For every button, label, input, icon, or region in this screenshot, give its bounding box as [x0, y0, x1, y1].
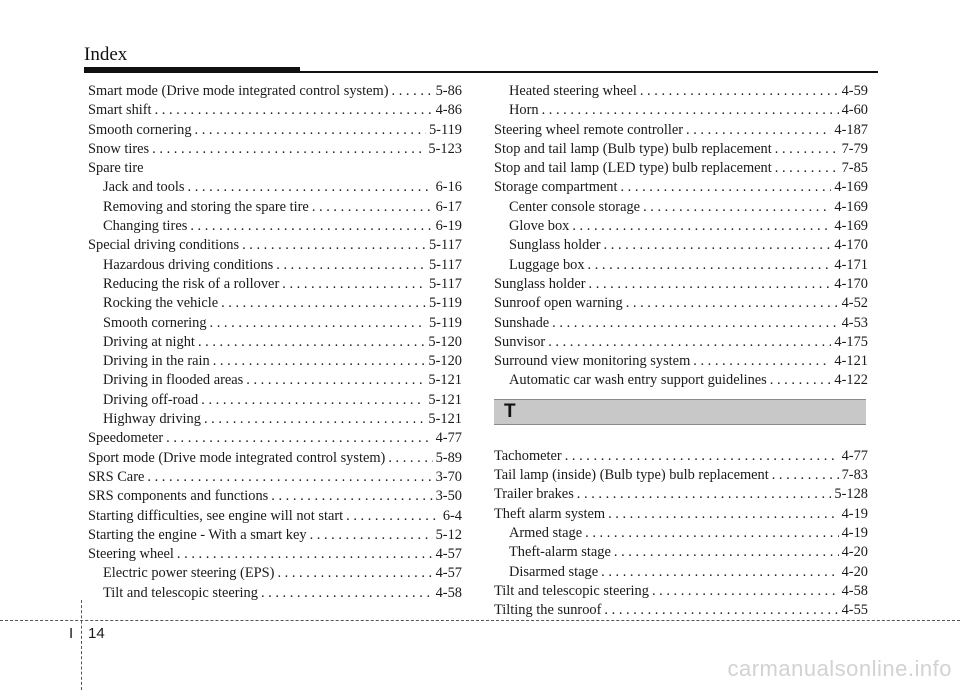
index-entry-label: Spare tire: [88, 160, 144, 177]
index-entry: [494, 314, 868, 333]
index-entry-label: Rocking the vehicle: [103, 295, 219, 312]
index-entry: [88, 564, 462, 583]
index-entry-label: Disarmed stage: [509, 563, 599, 580]
index-entry: [494, 82, 868, 101]
dot-leader: [601, 563, 838, 582]
index-entry: [88, 371, 462, 390]
index-entry: [494, 159, 868, 178]
index-entry-page: 4-121: [834, 353, 868, 370]
index-entry: [494, 582, 868, 601]
index-entry-label: Highway driving: [103, 411, 201, 428]
index-entry-page: 4-20: [841, 563, 868, 580]
dot-leader: [276, 256, 426, 275]
index-entry-label: Horn: [509, 102, 539, 119]
index-entry: [494, 236, 868, 255]
index-entry-label: Surround view monitoring system: [494, 353, 691, 370]
header-rule-thin: [84, 71, 878, 73]
index-entry-page: 4-169: [834, 218, 868, 235]
index-entry-label: Storage compartment: [494, 179, 618, 196]
index-entry: [494, 352, 868, 371]
index-entry-label: Smooth cornering: [103, 314, 207, 331]
index-entry: [88, 507, 462, 526]
section-letter: T: [504, 401, 516, 423]
index-entry-page: 4-170: [834, 275, 868, 292]
dot-leader: [155, 101, 433, 120]
index-entry-page: 4-57: [435, 546, 462, 563]
index-entry: [88, 217, 462, 236]
dot-leader: [565, 447, 839, 466]
index-entry: [88, 82, 462, 101]
index-entry-label: Snow tires: [88, 140, 150, 157]
index-entry-label: Tail lamp (inside) (Bulb type) bulb replacement: [494, 467, 769, 484]
index-entry: [88, 140, 462, 159]
index-entry-label: Jack and tools: [103, 179, 185, 196]
index-entry: [88, 584, 462, 603]
index-entry: [88, 159, 462, 178]
index-entry-page: 4-60: [841, 102, 868, 119]
index-entry-page: 4-77: [435, 430, 462, 447]
dot-leader: [548, 333, 831, 352]
index-entry-page: 5-120: [428, 333, 462, 350]
index-entry: [494, 563, 868, 582]
index-entry: [88, 352, 462, 371]
index-entry-page: 6-19: [435, 218, 462, 235]
index-entry-label: Theft-alarm stage: [509, 544, 611, 561]
dot-leader: [552, 314, 838, 333]
index-entry-label: Luggage box: [509, 256, 585, 273]
dot-leader: [190, 217, 432, 236]
index-entry-page: 5-117: [428, 237, 462, 254]
index-entry: [88, 121, 462, 140]
index-entry: [88, 429, 462, 448]
index-entry: [494, 601, 868, 620]
index-entry-label: Hazardous driving conditions: [103, 256, 274, 273]
index-entry: [494, 447, 868, 466]
index-entry-label: Sunshade: [494, 314, 550, 331]
dot-leader: [242, 236, 426, 255]
index-entry-page: 4-86: [435, 102, 462, 119]
index-entry: [494, 524, 868, 543]
index-entry: [88, 333, 462, 352]
index-entry-label: Heated steering wheel: [509, 83, 637, 99]
footer-divider: [0, 620, 960, 621]
index-entry-label: Smart shift: [88, 102, 152, 119]
index-entry-page: 5-117: [428, 275, 462, 292]
dot-leader: [188, 178, 433, 197]
watermark-logo: carmanualsonline.info: [727, 656, 952, 681]
index-entry: [88, 275, 462, 294]
index-entry: [88, 487, 462, 506]
index-entry-page: 4-169: [834, 198, 868, 215]
index-entry-page: 5-123: [428, 140, 462, 157]
index-entry-page: 3-50: [435, 488, 462, 505]
dot-leader: [221, 294, 426, 313]
index-entry-label: Changing tires: [103, 218, 188, 235]
dot-leader: [246, 371, 425, 390]
index-entry: [494, 466, 868, 485]
index-entry-page: 7-83: [841, 467, 868, 484]
index-entry-label: Center console storage: [509, 198, 641, 215]
dot-leader: [204, 410, 425, 429]
index-entry: [494, 275, 868, 294]
index-entry: [88, 178, 462, 197]
index-entry-label: Smart mode (Drive mode integrated control system): [88, 83, 389, 99]
index-entry-page: 4-58: [435, 584, 462, 601]
index-entry-label: Driving off-road: [103, 391, 199, 408]
index-entry-label: Driving at night: [103, 333, 195, 350]
index-entry-label: SRS Care: [88, 468, 145, 485]
index-entry: [494, 140, 868, 159]
index-entry-page: 4-19: [841, 505, 868, 522]
footer-page-number: 14: [88, 625, 105, 642]
index-entry-page: 5-119: [428, 121, 462, 138]
dot-leader: [589, 275, 832, 294]
index-entry: [88, 256, 462, 275]
dot-leader: [261, 584, 433, 603]
index-entry-label: Driving in flooded areas: [103, 372, 244, 389]
index-entry-label: Driving in the rain: [103, 353, 210, 370]
index-entry-page: 6-16: [435, 179, 462, 196]
index-entry-page: 5-121: [428, 411, 462, 428]
dot-leader: [282, 275, 426, 294]
dot-leader: [210, 314, 426, 333]
dot-leader: [604, 601, 838, 620]
index-entry-label: Tilt and telescopic steering: [103, 584, 258, 601]
index-entry-page: 5-119: [428, 314, 462, 331]
index-entry-page: 4-57: [435, 565, 462, 582]
index-entry-page: 5-120: [428, 353, 462, 370]
index-entry-page: 5-119: [428, 295, 462, 312]
index-entry-label: Theft alarm system: [494, 505, 606, 522]
dot-leader: [346, 507, 440, 526]
index-entry: [88, 101, 462, 120]
index-entry-label: Glove box: [509, 218, 570, 235]
index-entry-label: Starting the engine - With a smart key: [88, 526, 307, 543]
index-entry-page: 4-52: [841, 295, 868, 312]
dot-leader: [312, 198, 433, 217]
index-entry-label: Tachometer: [494, 447, 562, 464]
index-entry: [494, 101, 868, 120]
index-entry-page: 7-79: [841, 140, 868, 157]
index-entry: [88, 294, 462, 313]
page-title: Index: [84, 44, 128, 65]
index-entry-page: 4-55: [841, 602, 868, 619]
index-entry-label: Removing and storing the spare tire: [103, 198, 309, 215]
index-entry: [88, 410, 462, 429]
index-entry-page: 5-86: [435, 83, 462, 99]
dot-leader: [614, 543, 839, 562]
index-column-right: [494, 82, 868, 620]
dot-leader: [608, 505, 839, 524]
index-entry-label: Speedometer: [88, 430, 164, 447]
index-entry-label: Tilt and telescopic steering: [494, 582, 649, 599]
dot-leader: [201, 391, 425, 410]
index-entry-label: Starting difficulties, see engine will not start: [88, 507, 344, 524]
dot-leader: [166, 429, 432, 448]
index-entry-page: 5-117: [428, 256, 462, 273]
dot-leader: [277, 564, 432, 583]
dot-leader: [213, 352, 426, 371]
index-entry-label: Armed stage: [509, 524, 583, 541]
index-entry: [494, 294, 868, 313]
index-entry: [88, 449, 462, 468]
dot-leader: [388, 449, 432, 468]
index-entry: [494, 485, 868, 504]
index-entry-label: Tilting the sunroof: [494, 602, 602, 619]
index-entry-page: 5-121: [428, 391, 462, 408]
dot-leader: [577, 485, 832, 504]
index-entry: [494, 256, 868, 275]
dot-leader: [604, 236, 832, 255]
index-entry-label: Automatic car wash entry support guidelines: [509, 372, 767, 389]
index-entry: [494, 543, 868, 562]
dot-leader: [775, 159, 839, 178]
index-entry-page: 4-53: [841, 314, 868, 331]
index-entry-page: 4-175: [834, 333, 868, 350]
dot-leader: [686, 121, 831, 140]
index-entry-page: 4-187: [834, 121, 868, 138]
index-entry-page: 5-128: [834, 486, 868, 503]
dot-leader: [626, 294, 839, 313]
index-entry-label: Sport mode (Drive mode integrated control system): [88, 449, 386, 466]
dot-leader: [147, 468, 432, 487]
index-entry-label: Trailer brakes: [494, 486, 574, 503]
dot-leader: [693, 352, 831, 371]
index-entry: [494, 505, 868, 524]
dot-leader: [572, 217, 831, 236]
index-entry-label: Sunroof open warning: [494, 295, 623, 312]
dot-leader: [620, 178, 831, 197]
index-entry: [88, 545, 462, 564]
index-entry: [88, 314, 462, 333]
index-entry: [88, 526, 462, 545]
index-entry-page: 5-89: [435, 449, 462, 466]
index-entry-page: 3-70: [435, 468, 462, 485]
section-header-t: [494, 399, 866, 425]
dot-leader: [198, 333, 425, 352]
index-entry: [88, 391, 462, 410]
dot-leader: [770, 371, 832, 390]
index-entry-page: 6-17: [435, 198, 462, 215]
index-entry-label: Steering wheel: [88, 546, 174, 563]
index-entry-label: Sunglass holder: [494, 275, 586, 292]
footer-vertical-divider: [81, 600, 82, 690]
footer-section-letter: I: [69, 625, 74, 642]
index-entry: [494, 217, 868, 236]
index-entry-page: 4-20: [841, 544, 868, 561]
dot-leader: [310, 526, 433, 545]
index-entry: [494, 121, 868, 140]
index-entry-page: 4-170: [834, 237, 868, 254]
dot-leader: [588, 256, 832, 275]
index-entry: [494, 178, 868, 197]
dot-leader: [542, 101, 839, 120]
dot-leader: [195, 121, 426, 140]
index-entry: [494, 198, 868, 217]
index-entry: [88, 198, 462, 217]
index-entry-page: 4-19: [841, 524, 868, 541]
index-entry: [494, 333, 868, 352]
dot-leader: [643, 198, 831, 217]
index-entry-page: 5-121: [428, 372, 462, 389]
index-entry: [494, 371, 868, 390]
dot-leader: [775, 140, 839, 159]
index-entry-label: Electric power steering (EPS): [103, 565, 275, 582]
index-entry-page: 4-58: [841, 582, 868, 599]
dot-leader: [772, 466, 839, 485]
dot-leader: [640, 82, 839, 101]
index-entry-page: 4-169: [834, 179, 868, 196]
dot-leader: [392, 82, 433, 101]
index-entry-page: 4-59: [841, 83, 868, 99]
dot-leader: [585, 524, 838, 543]
index-entry-page: 4-122: [834, 372, 868, 389]
index-entry: [88, 236, 462, 255]
index-entry-page: 4-77: [841, 447, 868, 464]
index-entry-page: 4-171: [834, 256, 868, 273]
index-entry-page: 5-12: [435, 526, 462, 543]
index-entry-page: 7-85: [841, 160, 868, 177]
index-entry-label: Sunglass holder: [509, 237, 601, 254]
index-entry-label: Reducing the risk of a rollover: [103, 275, 280, 292]
index-entry-label: Steering wheel remote controller: [494, 121, 684, 138]
index-entry-label: SRS components and functions: [88, 488, 269, 505]
index-entry-label: Stop and tail lamp (Bulb type) bulb replacement: [494, 140, 772, 157]
index-entry-label: Smooth cornering: [88, 121, 192, 138]
dot-leader: [652, 582, 839, 601]
index-entry-page: 6-4: [442, 507, 462, 524]
dot-leader: [152, 140, 425, 159]
index-entry-label: Special driving conditions: [88, 237, 240, 254]
index-entry-label: Sunvisor: [494, 333, 546, 350]
dot-leader: [271, 487, 432, 506]
index-column-left: [88, 82, 462, 603]
index-entry-label: Stop and tail lamp (LED type) bulb replacement: [494, 160, 772, 177]
index-entry: [88, 468, 462, 487]
dot-leader: [177, 545, 433, 564]
